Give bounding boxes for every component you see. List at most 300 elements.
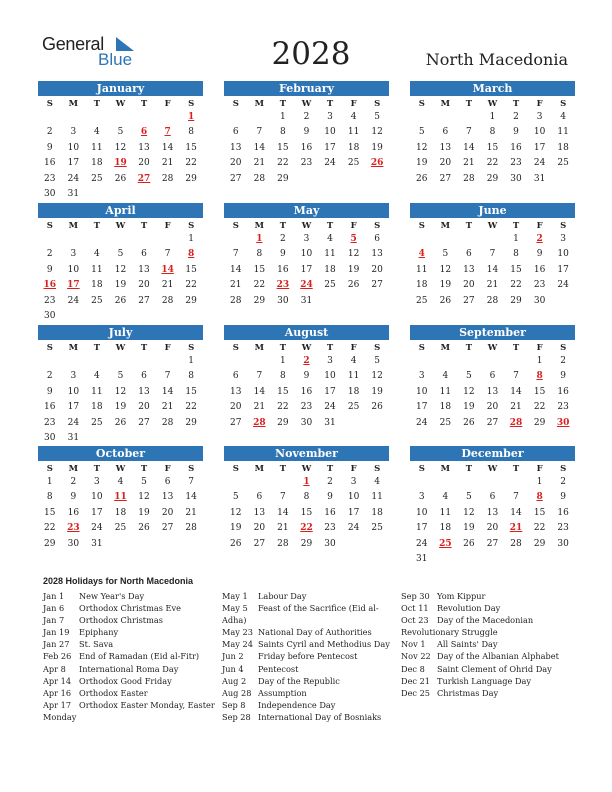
day-cell: 17 [416,402,428,413]
day-cell: 22 [533,523,546,534]
weekday-label: F [350,343,357,353]
day-empty [85,354,109,369]
month-header: June [410,203,575,218]
day-empty [85,110,109,125]
holidays-title: 2028 Holidays for North Macedonia [43,576,194,586]
day-cell: 16 [44,402,56,413]
day-cell: 6 [141,371,147,382]
holiday-date: Jan 27 [43,639,70,650]
day-cell: 24 [67,173,80,184]
weekday-label: S [46,343,53,353]
day-cell: 1 [536,477,543,487]
holiday-day: 2 [303,356,310,366]
weekday-label: F [536,99,543,109]
holiday-row [43,602,215,614]
day-cell: 29 [300,538,313,549]
day-cell: 7 [489,249,496,260]
day-cell: 7 [513,371,519,382]
weekday-label: F [350,99,357,109]
day-cell: 21 [463,158,475,169]
page-title-year: 2028 [271,36,351,72]
day-cell: 28 [277,538,289,549]
day-cell: 4 [374,477,381,487]
weekday-label: W [115,221,126,231]
day-cell: 29 [277,417,289,428]
weekday-label: T [512,99,520,109]
holiday-row [401,638,559,650]
weekday-label: S [374,343,381,353]
day-cell: 8 [280,127,286,138]
weekday-label: S [374,99,381,109]
holiday-row [222,602,390,614]
weekday-label: T [279,464,287,474]
day-cell: 30 [324,538,336,549]
weekday-label: F [164,99,171,109]
day-cell: 15 [277,142,289,153]
day-cell: 6 [442,127,449,138]
holiday-row [43,650,215,662]
day-cell: 23 [44,295,56,306]
holiday-date: Dec 25 [401,687,431,698]
day-empty [434,110,458,125]
day-cell: 10 [91,492,103,503]
country-name: North Macedonia [425,50,568,69]
day-cell: 3 [94,477,100,487]
weekday-label: W [487,99,498,109]
day-cell: 30 [300,417,313,428]
day-empty [38,110,62,125]
day-cell: 10 [324,127,336,138]
day-cell: 10 [533,127,546,138]
day-cell: 22 [277,402,289,413]
day-cell: 12 [371,371,383,382]
day-empty [132,232,156,247]
holiday-name: Day of the Albanian Alphabet [437,651,559,662]
day-cell: 22 [533,402,546,413]
weekday-label: M [440,99,451,109]
day-cell: 20 [138,280,150,291]
day-cell: 9 [560,371,567,382]
day-cell: 3 [418,492,425,503]
day-cell: 13 [138,386,150,397]
day-empty [85,232,109,247]
day-cell: 29 [253,295,266,306]
day-cell: 21 [253,402,266,413]
weekday-label: S [188,343,195,353]
day-cell: 22 [185,158,197,169]
day-empty [224,232,248,247]
day-cell: 4 [94,127,100,138]
holiday-name: National Day of Authorities [258,627,372,638]
month-june [410,203,575,309]
holiday-row [222,650,390,662]
day-cell: 17 [91,507,103,518]
day-empty [434,354,458,369]
day-cell: 19 [463,523,475,534]
day-cell: 12 [114,264,127,275]
holiday-date: Jun 2 [222,651,244,662]
holiday-day: 1 [256,234,263,244]
day-cell: 27 [253,538,266,549]
day-cell: 13 [463,264,475,275]
holiday-row [401,590,559,602]
weekday-label: M [68,343,79,353]
holiday-row [401,687,559,699]
day-cell: 18 [91,158,103,169]
day-cell: 11 [347,371,360,382]
day-cell: 7 [466,127,472,138]
day-cell: 14 [161,142,174,153]
day-cell: 25 [371,523,383,534]
weekday-label: T [140,464,148,474]
weekday-label: S [232,343,239,353]
day-cell: 29 [533,417,546,428]
day-cell: 13 [486,507,499,518]
day-cell: 15 [510,264,522,275]
day-cell: 19 [416,158,428,169]
day-empty [109,110,133,125]
month-header: April [38,203,203,218]
day-cell: 14 [486,264,499,275]
weekday-label: T [465,464,473,474]
day-cell: 15 [533,386,546,397]
day-cell: 17 [416,523,428,534]
day-empty [504,354,528,369]
holiday-name: Revolution Day [437,603,501,614]
day-cell: 30 [533,295,546,306]
holiday-name: Monday [43,711,77,722]
weekday-label: S [232,221,239,231]
day-cell: 27 [439,173,452,184]
day-cell: 12 [439,264,452,275]
weekday-label: T [512,343,520,353]
weekday-label: T [512,221,520,231]
day-cell: 16 [67,507,80,518]
holiday-day: 17 [67,280,80,291]
holiday-date: Sep 28 [222,711,251,722]
day-cell: 7 [232,249,239,260]
holiday-day: 23 [67,523,80,534]
holiday-day: 27 [137,173,151,184]
holiday-day: 5 [350,234,357,244]
day-cell: 18 [114,507,127,518]
day-cell: 27 [230,417,242,428]
day-cell: 22 [44,523,56,534]
day-cell: 29 [185,295,197,306]
holiday-name: Orthodox Christmas [79,615,163,626]
day-empty [248,354,272,369]
day-cell: 16 [277,264,289,275]
month-header: February [224,81,389,96]
holiday-date: Jan 6 [43,603,65,614]
holiday-day: 19 [114,158,127,169]
day-cell: 11 [91,264,103,275]
day-cell: 16 [510,142,522,153]
day-cell: 5 [374,356,381,366]
holiday-day: 11 [114,492,127,503]
month-august [224,325,389,431]
day-cell: 18 [439,523,452,534]
day-empty [224,475,248,490]
day-cell: 7 [164,249,171,260]
weekday-label: T [140,221,148,231]
holiday-name: Day of the Republic [258,675,340,686]
day-cell: 19 [138,507,150,518]
day-cell: 27 [486,538,499,549]
day-cell: 14 [510,507,522,518]
day-cell: 1 [513,234,519,244]
day-empty [109,232,133,247]
day-cell: 5 [117,249,124,260]
weekday-label: S [232,464,239,474]
day-cell: 18 [91,280,103,291]
day-cell: 24 [67,295,80,306]
day-cell: 31 [416,553,428,564]
day-empty [410,354,434,369]
day-cell: 28 [486,295,499,306]
holiday-day: 28 [509,417,523,428]
day-cell: 3 [70,371,77,382]
holiday-date: Dec 21 [401,675,431,686]
month-may [224,203,389,309]
day-cell: 26 [371,402,383,413]
weekday-label: S [560,343,567,353]
day-cell: 2 [46,249,53,260]
day-cell: 14 [230,264,242,275]
day-cell: 27 [371,280,383,291]
weekday-label: W [115,99,126,109]
day-cell: 11 [416,264,428,275]
month-header: July [38,325,203,340]
day-cell: 9 [70,492,77,503]
day-cell: 15 [44,507,56,518]
day-cell: 5 [141,477,147,487]
day-cell: 20 [371,264,383,275]
day-cell: 27 [463,295,475,306]
holiday-date: Feb 26 [43,651,72,662]
day-cell: 10 [347,492,360,503]
day-cell: 28 [230,295,242,306]
day-cell: 25 [91,173,103,184]
day-cell: 9 [303,371,310,382]
holiday-day: 14 [161,264,174,275]
weekday-label: T [465,221,473,231]
day-empty [457,232,481,247]
logo-blue-text: Blue [98,50,133,69]
day-cell: 7 [256,127,263,138]
weekday-label: W [487,343,498,353]
day-cell: 23 [557,523,569,534]
day-cell: 2 [46,127,53,138]
day-cell: 24 [533,158,546,169]
month-header: May [224,203,389,218]
day-cell: 15 [300,507,313,518]
holiday-day: 22 [300,523,313,534]
holiday-row [43,638,215,650]
weekday-label: T [326,343,334,353]
day-cell: 24 [416,417,428,428]
day-cell: 28 [161,295,174,306]
day-empty [410,475,434,490]
day-cell: 31 [533,173,546,184]
holiday-name: All Saints' Day [437,639,498,650]
day-cell: 27 [230,173,242,184]
day-empty [271,475,295,490]
holiday-day: 7 [164,127,171,138]
weekday-label: T [465,99,473,109]
day-cell: 30 [67,538,80,549]
holiday-date: Jan 7 [43,615,65,626]
day-empty [156,110,180,125]
holiday-day: 8 [536,492,543,503]
holiday-day: 24 [300,280,313,291]
weekday-label: S [418,99,425,109]
day-cell: 5 [466,492,472,503]
day-cell: 28 [510,538,522,549]
holiday-row [401,675,559,687]
holiday-name: Christmas Day [437,687,499,698]
day-cell: 16 [557,507,569,518]
weekday-label: T [326,464,334,474]
day-cell: 3 [418,371,425,382]
holiday-name: Labour Day [258,591,307,601]
day-cell: 31 [300,295,313,306]
day-cell: 16 [44,158,56,169]
day-cell: 21 [161,158,174,169]
holiday-day: 16 [43,280,57,291]
day-cell: 8 [280,371,286,382]
day-cell: 7 [188,477,195,487]
day-cell: 13 [230,386,242,397]
day-cell: 26 [463,538,475,549]
weekday-label: T [279,343,287,353]
day-cell: 3 [70,127,77,138]
weekday-label: W [301,221,312,231]
day-cell: 7 [513,492,519,503]
day-cell: 23 [533,280,546,291]
day-empty [248,475,272,490]
day-cell: 4 [327,234,333,244]
day-cell: 22 [510,280,522,291]
holiday-date: Jan 19 [43,627,70,638]
holiday-row [43,675,215,687]
weekday-label: T [512,464,520,474]
weekday-label: T [93,464,101,474]
day-cell: 21 [277,523,289,534]
day-cell: 21 [185,507,197,518]
month-header: October [38,446,203,461]
month-header: March [410,81,575,96]
day-cell: 13 [439,142,452,153]
holiday-date: Aug 2 [222,675,247,686]
day-cell: 25 [91,295,103,306]
holiday-row [222,711,390,723]
day-cell: 15 [253,264,266,275]
day-cell: 17 [324,386,336,397]
day-cell: 11 [324,249,336,260]
day-cell: 5 [418,127,425,138]
day-cell: 23 [557,402,569,413]
day-cell: 17 [67,158,80,169]
holiday-row [43,626,215,638]
day-cell: 9 [46,386,53,397]
day-cell: 3 [350,477,357,487]
day-cell: 20 [138,158,150,169]
day-cell: 26 [347,280,360,291]
holiday-day: 30 [556,417,570,428]
holiday-name: Revolutionary Struggle [401,627,498,638]
month-november [224,446,389,552]
day-cell: 13 [138,264,150,275]
weekday-label: S [46,221,53,231]
holiday-date: Jun 4 [222,663,244,674]
day-cell: 3 [70,249,77,260]
holiday-name: Orthodox Good Friday [79,675,172,686]
day-cell: 20 [230,158,242,169]
day-cell: 2 [560,356,567,366]
weekday-label: F [536,464,543,474]
day-cell: 12 [230,507,242,518]
day-empty [156,232,180,247]
day-cell: 8 [256,249,263,260]
day-cell: 28 [253,173,266,184]
day-cell: 20 [161,507,174,518]
day-cell: 15 [277,386,289,397]
weekday-label: M [440,221,451,231]
holiday-row [222,590,390,602]
day-cell: 12 [114,386,127,397]
day-cell: 2 [70,477,77,487]
day-empty [109,354,133,369]
day-cell: 17 [533,142,546,153]
holiday-column [43,590,215,723]
weekday-label: T [140,99,148,109]
holiday-row [222,626,390,638]
holiday-date: Apr 16 [43,687,72,698]
holiday-day: 6 [140,127,148,138]
day-cell: 30 [44,188,56,199]
day-empty [504,475,528,490]
day-cell: 28 [463,173,475,184]
holiday-name: Pentecost [258,663,299,674]
day-cell: 12 [347,249,360,260]
weekday-label: M [68,99,79,109]
day-cell: 19 [439,280,452,291]
holiday-name: Turkish Language Day [437,675,532,686]
day-cell: 18 [347,386,360,397]
month-september [410,325,575,431]
day-cell: 12 [463,507,475,518]
day-cell: 23 [300,158,313,169]
holiday-name: Yom Kippur [437,591,486,601]
day-cell: 29 [185,417,197,428]
holiday-name: Orthodox Christmas Eve [79,603,181,614]
day-cell: 16 [557,386,569,397]
holiday-day: 1 [303,477,310,487]
day-empty [62,110,86,125]
day-cell: 11 [439,386,452,397]
day-cell: 17 [300,264,313,275]
day-cell: 16 [300,142,313,153]
day-cell: 19 [114,402,127,413]
day-cell: 1 [188,234,195,244]
weekday-label: M [440,464,451,474]
day-cell: 8 [188,371,195,382]
day-cell: 9 [560,492,567,503]
holiday-date: May 1 [222,591,248,601]
weekday-label: S [188,99,195,109]
holiday-day: 2 [536,234,543,244]
